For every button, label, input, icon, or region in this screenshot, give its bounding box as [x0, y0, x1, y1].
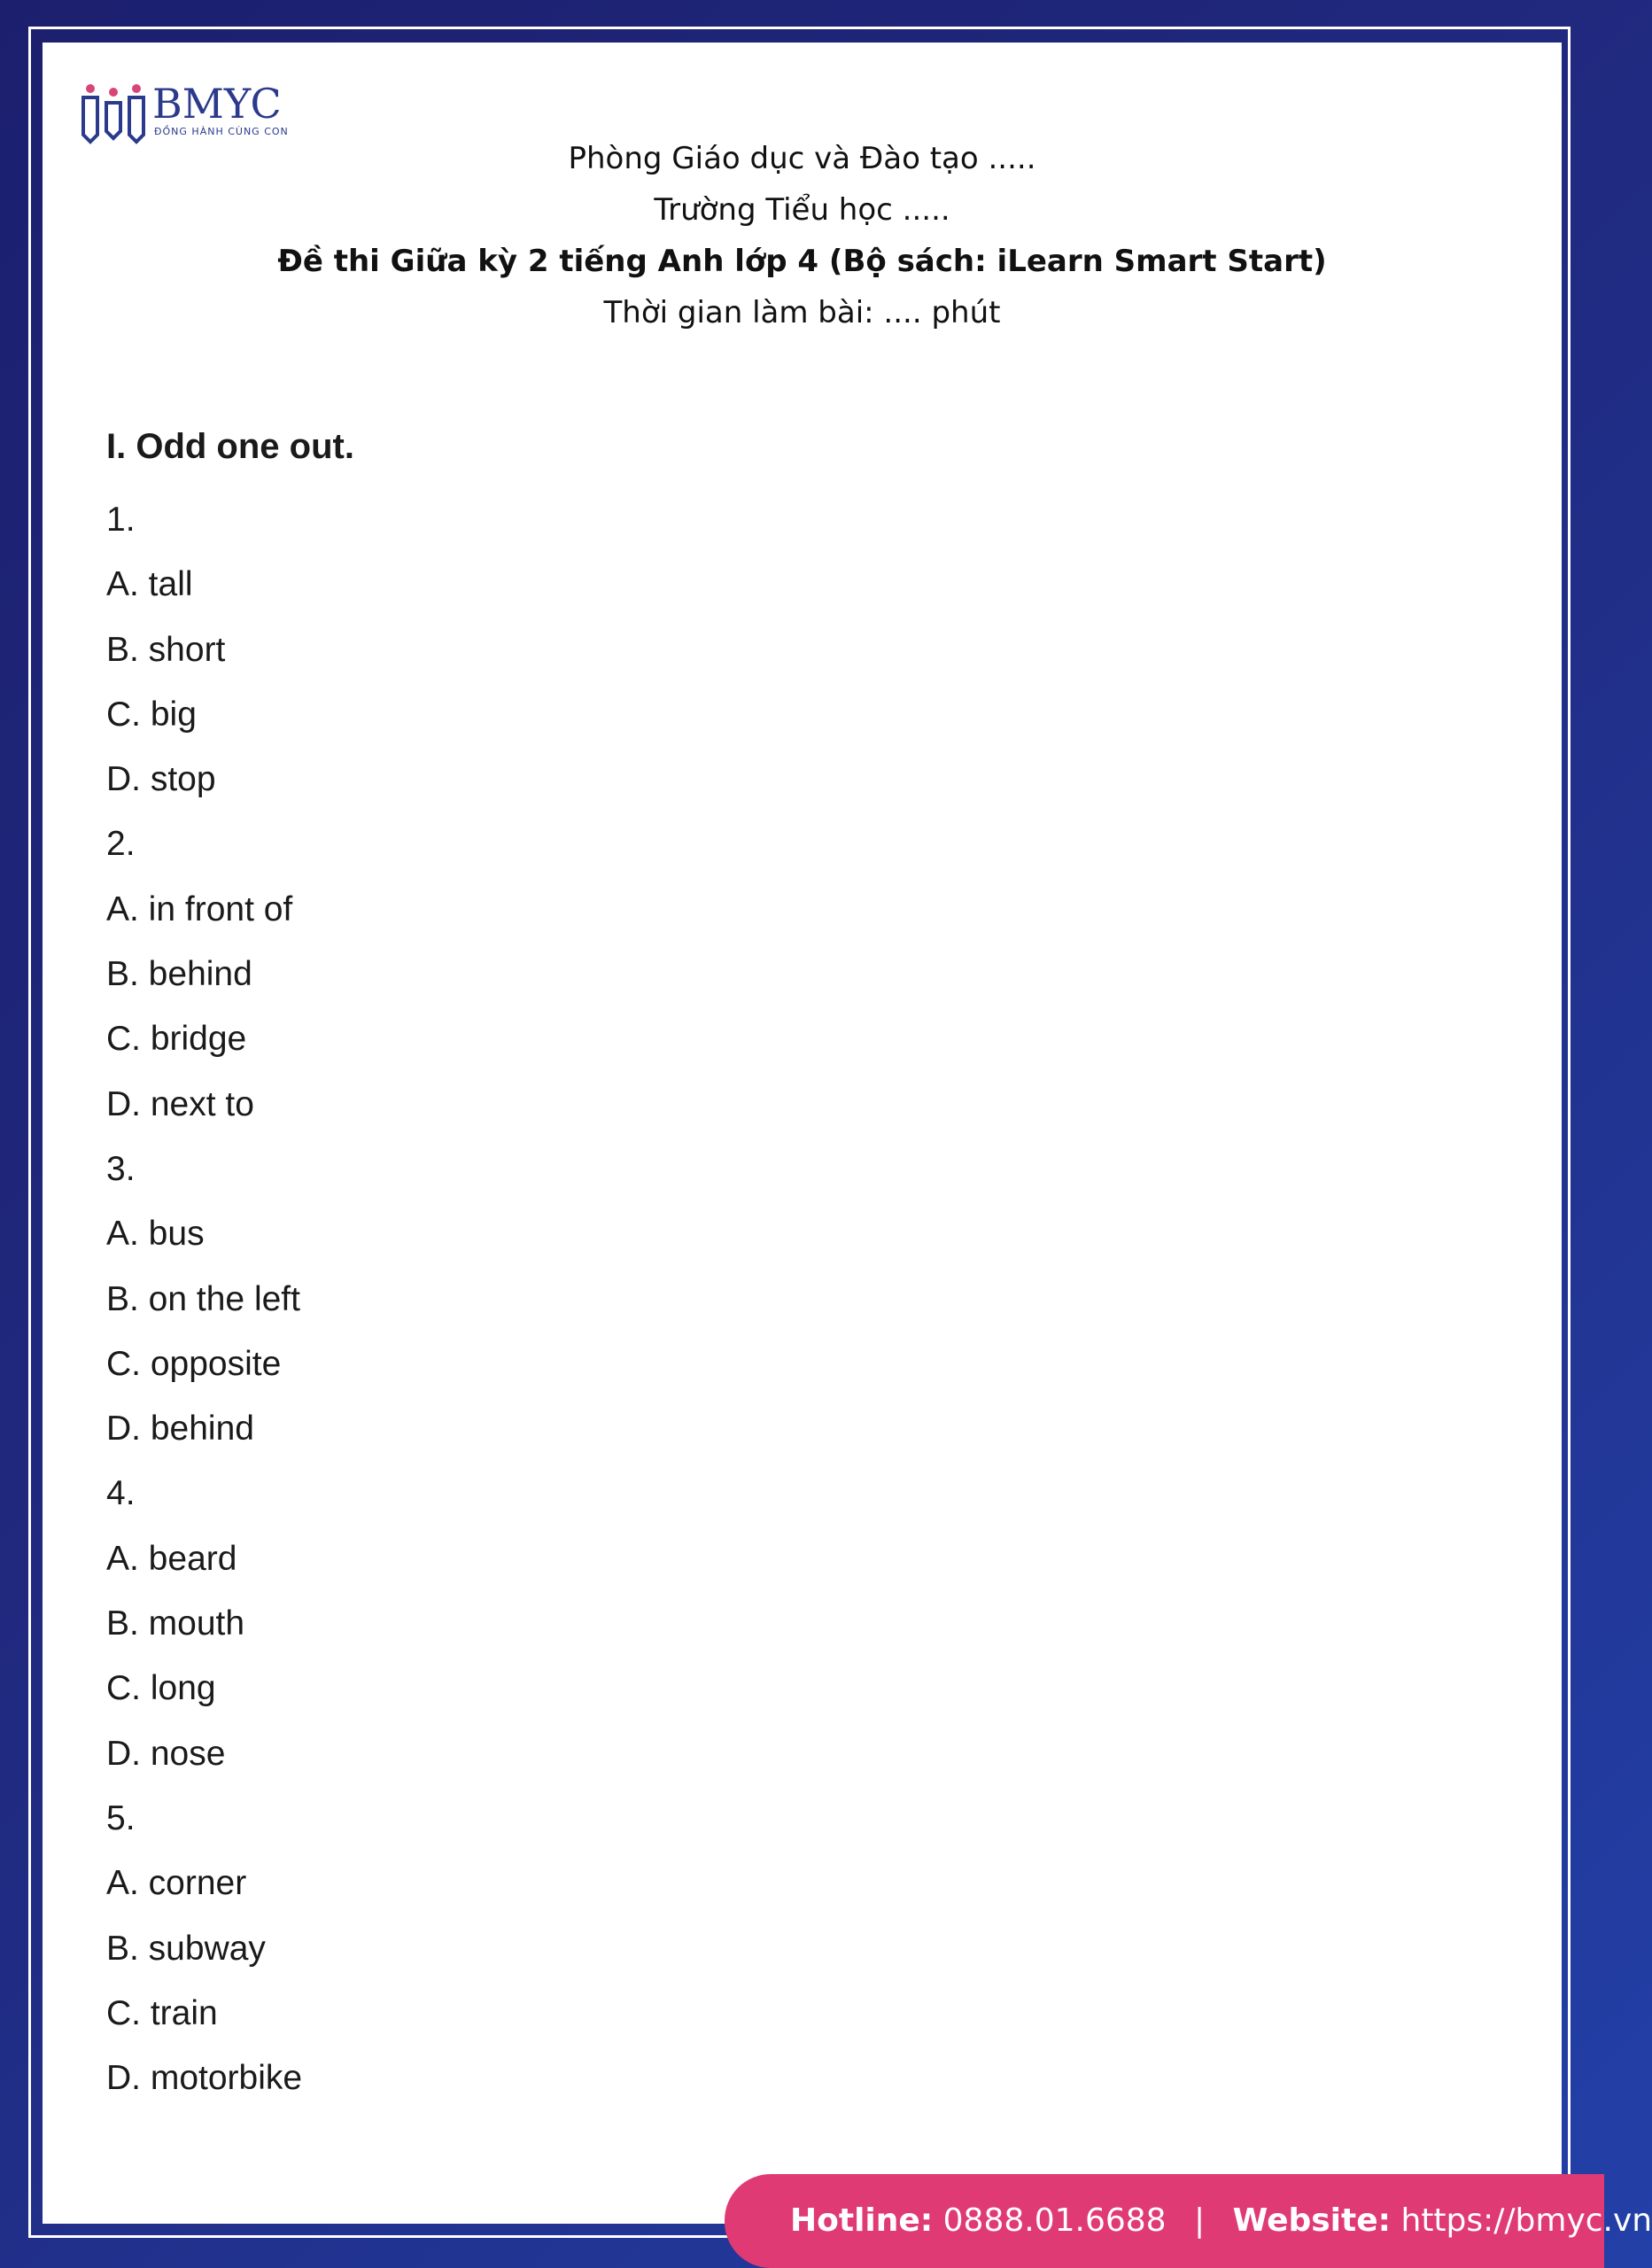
answer-option: D. nose	[106, 1734, 226, 1773]
hotline-value[interactable]: 0888.01.6688	[942, 2202, 1167, 2239]
section-title: I. Odd one out.	[106, 427, 354, 466]
department-line: Phòng Giáo dục và Đào tạo .....	[568, 141, 1036, 176]
document-sheet	[43, 43, 1562, 2224]
answer-option: A. beard	[106, 1539, 237, 1578]
logo-tagline: ĐỒNG HÀNH CÙNG CON	[154, 126, 289, 137]
document-header	[43, 133, 1562, 338]
answer-option: C. train	[106, 1993, 218, 2032]
answer-option: B. short	[106, 630, 226, 669]
answer-option: C. long	[106, 1669, 216, 1708]
website-link[interactable]: https://bmyc.vn	[1400, 2202, 1652, 2239]
logo-brand-text: BMYC	[152, 80, 282, 128]
answer-option: D. motorbike	[106, 2059, 303, 2098]
answer-option: C. big	[106, 695, 197, 734]
answer-option: A. tall	[106, 565, 193, 604]
website-label: Website:	[1232, 2202, 1392, 2239]
answer-option: D. behind	[106, 1410, 254, 1449]
answer-option: B. on the left	[106, 1279, 300, 1318]
answer-option: B. behind	[106, 955, 252, 994]
hotline-label: Hotline:	[790, 2202, 934, 2239]
answer-option: B. subway	[106, 1929, 266, 1968]
answer-option: C. bridge	[106, 1020, 247, 1059]
question-number: 5.	[106, 1798, 136, 1837]
answer-option: A. in front of	[106, 889, 293, 928]
contact-footer	[725, 2174, 1652, 2268]
question-number: 2.	[106, 825, 136, 864]
question-number: 3.	[106, 1149, 136, 1188]
answer-option: B. mouth	[106, 1604, 245, 1643]
question-number: 1.	[106, 501, 136, 539]
question-number: 4.	[106, 1474, 136, 1513]
answer-option: D. stop	[106, 760, 216, 799]
footer-separator: |	[1194, 2202, 1206, 2239]
answer-option: A. corner	[106, 1864, 247, 1903]
exam-title: Đề thi Giữa kỳ 2 tiếng Anh lớp 4 (Bộ sách: iLearn Smart Start)	[277, 244, 1327, 279]
exam-content	[106, 422, 354, 2110]
answer-option: C. opposite	[106, 1344, 282, 1383]
answer-option: D. next to	[106, 1084, 254, 1123]
school-line: Trường Tiểu học .....	[654, 192, 950, 228]
time-line: Thời gian làm bài: .... phút	[603, 295, 1001, 330]
answer-option: A. bus	[106, 1215, 205, 1254]
